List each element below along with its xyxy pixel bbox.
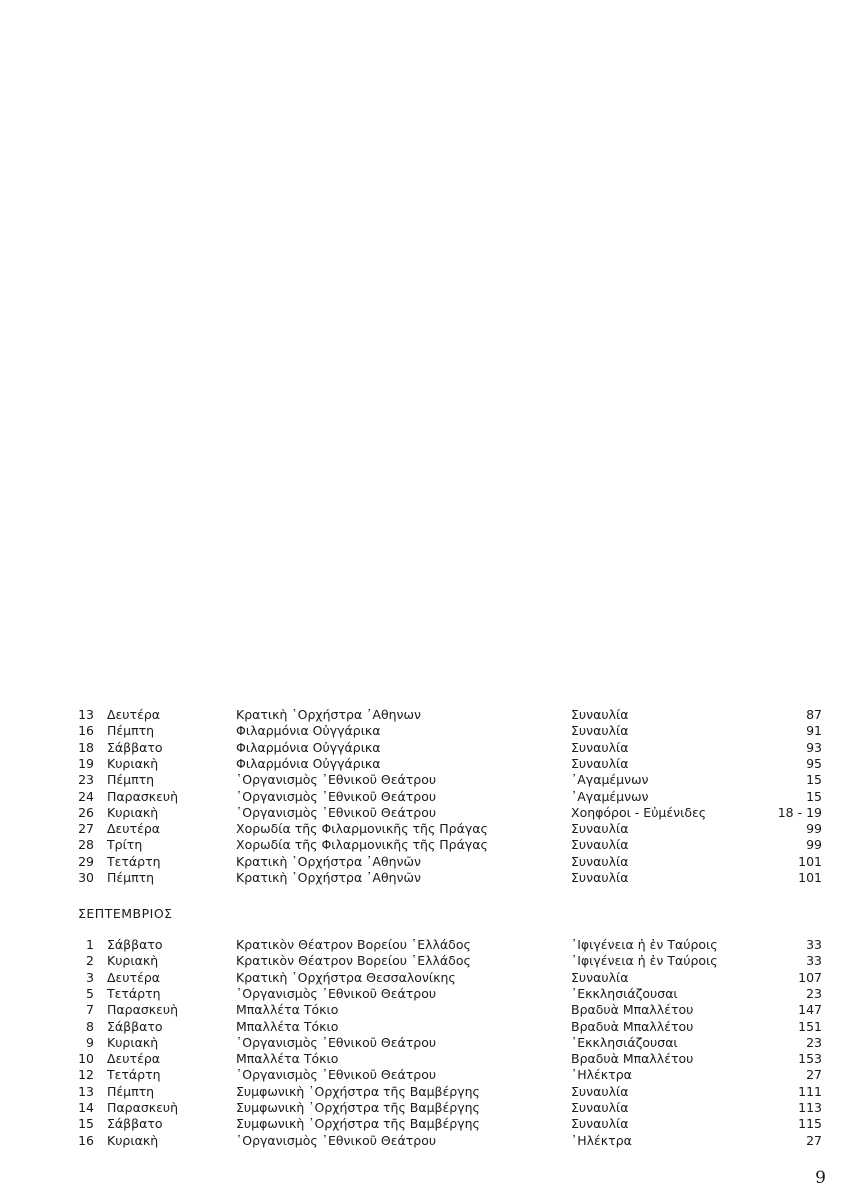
work-title: ᾿Ιφιγένεια ἡ ἐν Ταύροις xyxy=(571,937,718,952)
weekday: Παρασκευὴ xyxy=(107,788,179,804)
performer: ῾Οργανισμὸς ᾿Εθνικοῦ Θεάτρου xyxy=(236,788,437,804)
page-reference: 27 xyxy=(806,1132,822,1148)
page-reference: 113 xyxy=(798,1100,822,1115)
weekday: Τετάρτη xyxy=(107,1067,161,1083)
day-number: 1 xyxy=(86,937,94,952)
work-title: Συναυλία xyxy=(571,969,629,985)
page-reference: 87 xyxy=(806,707,822,722)
day-number: 5 xyxy=(86,985,94,1001)
work-title: ᾿Ηλέκτρα xyxy=(571,1067,632,1083)
performer: Κρατικὴ ῾Ορχήστρα ᾿Αθηνων xyxy=(236,707,421,722)
weekday: Κυριακὴ xyxy=(107,755,159,771)
page-reference: 18 - 19 xyxy=(777,804,822,820)
work-title: ᾿Εκκλησιάζουσαι xyxy=(571,1034,678,1050)
work-title: Βραδυὰ Μπαλλέτου xyxy=(571,1002,694,1018)
performer: Συμφωνικὴ ᾿Ορχήστρα τῆς Βαμβέργης xyxy=(236,1100,480,1115)
performer: Μπαλλέτα Τόκιο xyxy=(236,1002,339,1018)
weekday: Κυριακὴ xyxy=(107,953,159,969)
performer: Φιλαρμόνια Οὐγγάρικα xyxy=(236,739,381,755)
work-title: Συναυλία xyxy=(571,1100,629,1115)
schedule-row xyxy=(0,1116,862,1132)
work-title: Συναυλία xyxy=(571,739,629,755)
performer: ῾Οργανισμὸς ᾿Εθνικοῦ Θεάτρου xyxy=(236,985,437,1001)
work-title: ᾿Ιφιγένεια ἡ ἐν Ταύροις xyxy=(571,953,718,969)
performer: Φιλαρμόνια Οὐγγάρικα xyxy=(236,755,381,771)
page-reference: 95 xyxy=(806,755,822,771)
work-title: ᾿Ηλέκτρα xyxy=(571,1132,632,1148)
weekday: Κυριακὴ xyxy=(107,1034,159,1050)
work-title: ᾿Αγαμέμνων xyxy=(571,772,649,788)
schedule-row xyxy=(0,1067,862,1083)
performer: ῾Οργανισμὸς ᾿Εθνικοῦ Θεάτρου xyxy=(236,772,437,788)
work-title: ᾿Εκκλησιάζουσαι xyxy=(571,985,678,1001)
day-number: 13 xyxy=(78,707,94,722)
day-number: 2 xyxy=(86,953,94,969)
weekday: Πέμπτη xyxy=(107,772,155,788)
schedule-row xyxy=(0,723,862,739)
schedule-row xyxy=(0,854,862,870)
page-reference: 27 xyxy=(806,1067,822,1083)
weekday: Δευτέρα xyxy=(107,707,160,722)
schedule-row xyxy=(0,821,862,837)
schedule-row xyxy=(0,1002,862,1018)
performer: Μπαλλέτα Τόκιο xyxy=(236,1051,339,1067)
schedule-row xyxy=(0,707,862,723)
day-number: 24 xyxy=(78,788,94,804)
weekday: Τετάρτη xyxy=(107,985,161,1001)
day-number: 19 xyxy=(78,755,94,771)
day-number: 26 xyxy=(78,804,94,820)
page-reference: 99 xyxy=(806,837,822,853)
page-reference: 151 xyxy=(798,1018,822,1034)
work-title: Συναυλία xyxy=(571,1083,629,1099)
performer: ῾Οργανισμὸς ᾿Εθνικοῦ Θεάτρου xyxy=(236,1132,437,1148)
page-reference: 23 xyxy=(806,1034,822,1050)
work-title: Συναυλία xyxy=(571,723,629,739)
weekday: Παρασκευὴ xyxy=(107,1002,179,1018)
schedule-row xyxy=(0,789,862,805)
weekday: Σάββατο xyxy=(107,1116,163,1132)
day-number: 12 xyxy=(78,1067,94,1083)
performer: Χορωδία τῆς Φιλαρμονικῆς τῆς Πράγας xyxy=(236,821,488,837)
weekday: Δευτέρα xyxy=(107,821,160,837)
day-number: 7 xyxy=(86,1002,94,1018)
weekday: Σάββατο xyxy=(107,1018,163,1034)
day-number: 27 xyxy=(78,821,94,837)
day-number: 18 xyxy=(78,739,94,755)
page-reference: 33 xyxy=(806,953,822,969)
day-number: 15 xyxy=(78,1116,94,1132)
performer: Συμφωνικὴ ᾿Ορχήστρα τῆς Βαμβέργης xyxy=(236,1083,480,1099)
work-title: Συναυλία xyxy=(571,821,629,837)
weekday: Πέμπτη xyxy=(107,1083,155,1099)
performer: Φιλαρμόνια Οὐγγάρικα xyxy=(236,723,381,739)
page-reference: 33 xyxy=(806,937,822,952)
performer: ῾Οργανισμὸς ᾿Εθνικοῦ Θεάτρου xyxy=(236,1034,437,1050)
page-reference: 15 xyxy=(806,788,822,804)
page-reference: 101 xyxy=(798,853,822,869)
weekday: Πέμπτη xyxy=(107,723,155,739)
performer: Κρατικὸν Θέατρον Βορείου ῾Ελλάδος xyxy=(236,953,471,969)
performer: Κρατικὸν Θέατρον Βορείου ῾Ελλάδος xyxy=(236,937,471,952)
page-reference: 101 xyxy=(798,870,822,885)
day-number: 3 xyxy=(86,969,94,985)
page-reference: 15 xyxy=(806,772,822,788)
performer: Κρατικὴ ῾Ορχήστρα Θεσσαλονίκης xyxy=(236,969,456,985)
day-number: 29 xyxy=(78,853,94,869)
schedule-row xyxy=(0,970,862,986)
schedule-row xyxy=(0,772,862,788)
day-number: 10 xyxy=(78,1051,94,1067)
page-number: 9 xyxy=(815,1168,826,1188)
day-number: 8 xyxy=(86,1018,94,1034)
weekday: Δευτέρα xyxy=(107,1051,160,1067)
day-number: 16 xyxy=(78,723,94,739)
day-number: 16 xyxy=(78,1132,94,1148)
performer: Κρατικὴ ῾Ορχήστρα ᾿Αθηνῶν xyxy=(236,870,421,885)
work-title: Χοηφόροι - Εὐμένιδες xyxy=(571,804,707,820)
month-heading-september: ΣΕΠΤΕΜΒΡΙΟΣ xyxy=(78,906,173,921)
schedule-row xyxy=(0,1051,862,1067)
performer: ῾Οργανισμὸς ᾿Εθνικοῦ Θεάτρου xyxy=(236,1067,437,1083)
day-number: 30 xyxy=(78,870,94,885)
work-title: ᾿Αγαμέμνων xyxy=(571,788,649,804)
work-title: Συναυλία xyxy=(571,1116,629,1132)
schedule-row xyxy=(0,1100,862,1116)
day-number: 23 xyxy=(78,772,94,788)
schedule-row xyxy=(0,1019,862,1035)
work-title: Συναυλία xyxy=(571,853,629,869)
schedule-row xyxy=(0,1133,862,1149)
page-reference: 107 xyxy=(798,969,822,985)
performer: ῾Οργανισμὸς ᾿Εθνικοῦ Θεάτρου xyxy=(236,804,437,820)
page-reference: 91 xyxy=(806,723,822,739)
day-number: 9 xyxy=(86,1034,94,1050)
page-reference: 153 xyxy=(798,1051,822,1067)
schedule-row xyxy=(0,1084,862,1100)
weekday: Σάββατο xyxy=(107,937,163,952)
weekday: Κυριακὴ xyxy=(107,1132,159,1148)
schedule-row xyxy=(0,953,862,969)
schedule-row xyxy=(0,986,862,1002)
work-title: Συναυλία xyxy=(571,870,629,885)
work-title: Συναυλία xyxy=(571,755,629,771)
day-number: 14 xyxy=(78,1100,94,1115)
performer: Μπαλλέτα Τόκιο xyxy=(236,1018,339,1034)
schedule-row xyxy=(0,756,862,772)
performer: Χορωδία τῆς Φιλαρμονικῆς τῆς Πράγας xyxy=(236,837,488,853)
work-title: Βραδυὰ Μπαλλέτου xyxy=(571,1051,694,1067)
page-reference: 147 xyxy=(798,1002,822,1018)
page-reference: 111 xyxy=(798,1083,822,1099)
page-reference: 115 xyxy=(798,1116,822,1132)
weekday: Παρασκευὴ xyxy=(107,1100,179,1115)
page-reference: 93 xyxy=(806,739,822,755)
weekday: Τρίτη xyxy=(107,837,143,853)
weekday: Τετάρτη xyxy=(107,853,161,869)
work-title: Συναυλία xyxy=(571,707,629,722)
weekday: Σάββατο xyxy=(107,739,163,755)
schedule-row xyxy=(0,1035,862,1051)
schedule-row xyxy=(0,937,862,953)
day-number: 13 xyxy=(78,1083,94,1099)
weekday: Δευτέρα xyxy=(107,969,160,985)
performer: Συμφωνικὴ ᾿Ορχήστρα τῆς Βαμβέργης xyxy=(236,1116,480,1132)
work-title: Συναυλία xyxy=(571,837,629,853)
weekday: Πέμπτη xyxy=(107,870,155,885)
day-number: 28 xyxy=(78,837,94,853)
schedule-row xyxy=(0,870,862,886)
schedule-row xyxy=(0,837,862,853)
schedule-row xyxy=(0,740,862,756)
schedule-row xyxy=(0,805,862,821)
weekday: Κυριακὴ xyxy=(107,804,159,820)
work-title: Βραδυὰ Μπαλλέτου xyxy=(571,1018,694,1034)
page-reference: 99 xyxy=(806,821,822,837)
page-reference: 23 xyxy=(806,985,822,1001)
performer: Κρατικὴ ῾Ορχήστρα ᾿Αθηνῶν xyxy=(236,853,421,869)
